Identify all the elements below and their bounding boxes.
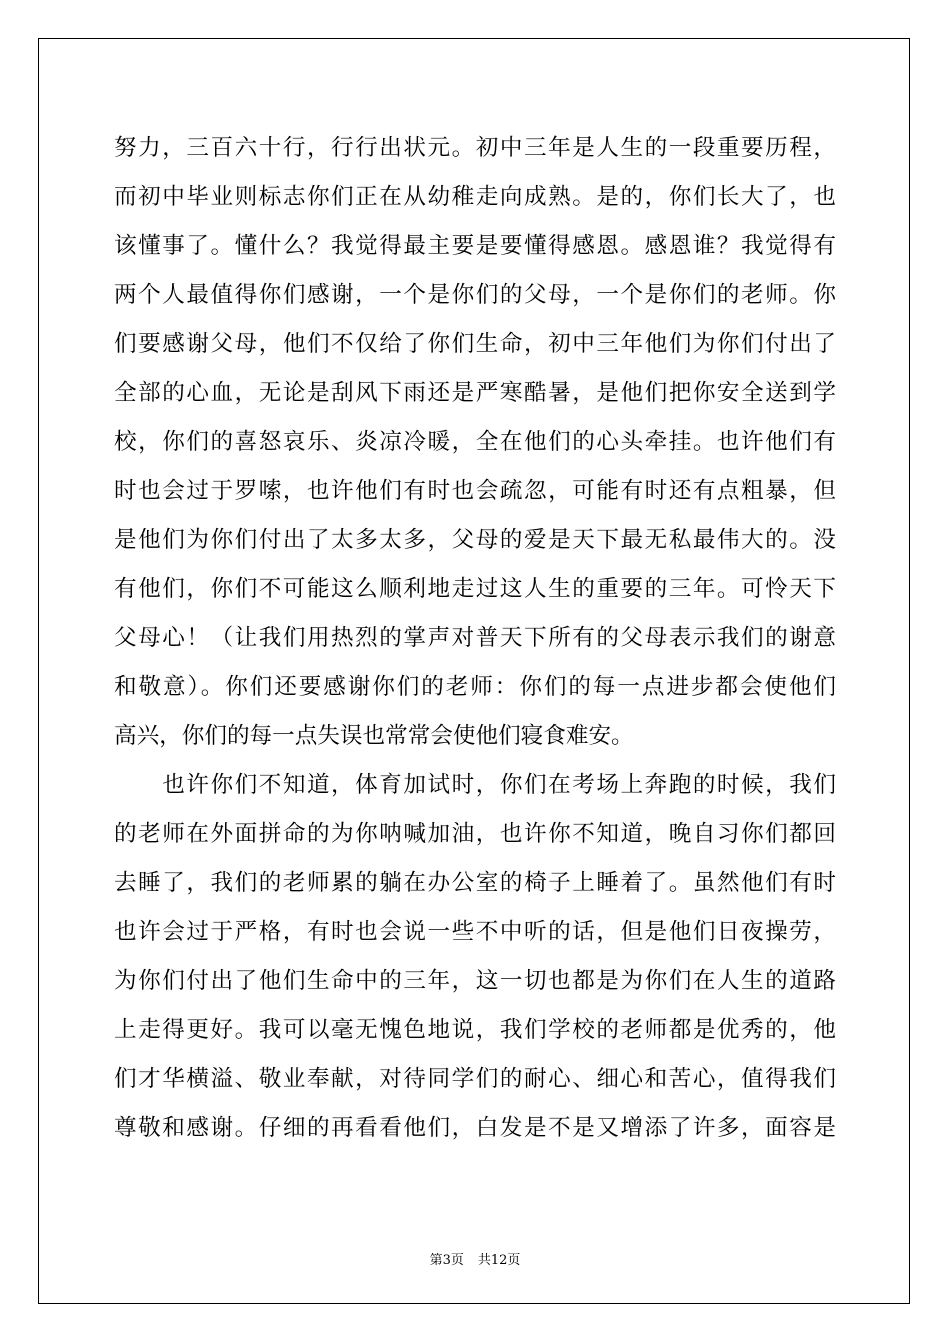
text-line: 高兴，你们的每一点失误也常常会使他们寝食难安。 (114, 723, 634, 749)
text-line: 校，你们的喜怒哀乐、炎凉冷暖，全在他们的心头牵挂。也许他们有 (114, 429, 836, 455)
text-line: 全部的心血，无论是刮风下雨还是严寒酷暑，是他们把你安全送到学 (114, 380, 836, 406)
page-total: 共12页 (477, 1253, 521, 1268)
text-line: 时也会过于罗嗦，也许他们有时也会疏忽，可能有时还有点粗暴，但 (114, 478, 836, 504)
text-line: 们才华横溢、敬业奉献，对待同学们的耐心、细心和苦心，值得我们 (114, 1066, 836, 1092)
text-line: 两个人最值得你们感谢，一个是你们的父母，一个是你们的老师。你 (114, 282, 836, 308)
text-line: 为你们付出了他们生命中的三年，这一切也都是为你们在人生的道路 (114, 968, 836, 994)
text-line: 是他们为你们付出了太多太多，父母的爱是天下最无私最伟大的。没 (114, 527, 836, 553)
text-line: 而初中毕业则标志你们正在从幼稚走向成熟。是的，你们长大了，也 (114, 184, 836, 210)
text-line: 的老师在外面拼命的为你呐喊加油，也许你不知道，晚自习你们都回 (114, 821, 836, 847)
page-footer (0, 1249, 950, 1268)
text-line: 也许你们不知道，体育加试时，你们在考场上奔跑的时候，我们 (114, 772, 836, 798)
text-line: 们要感谢父母，他们不仅给了你们生命，初中三年他们为你们付出了 (114, 331, 836, 357)
text-line: 尊敬和感谢。仔细的再看看他们，白发是不是又增添了许多，面容是 (114, 1115, 836, 1141)
text-line: 上走得更好。我可以毫无愧色地说，我们学校的老师都是优秀的，他 (114, 1017, 836, 1043)
text-line: 父母心！（让我们用热烈的掌声对普天下所有的父母表示我们的谢意 (114, 625, 836, 651)
text-line: 和敬意）。你们还要感谢你们的老师：你们的每一点进步都会使他们 (114, 674, 836, 700)
text-line: 去睡了，我们的老师累的躺在办公室的椅子上睡着了。虽然他们有时 (114, 870, 836, 896)
text-line: 努力，三百六十行，行行出状元。初中三年是人生的一段重要历程， (114, 135, 836, 161)
document-body (114, 124, 836, 1153)
text-line: 有他们，你们不可能这么顺利地走过这人生的重要的三年。可怜天下 (114, 576, 836, 602)
text-line: 该懂事了。懂什么？我觉得最主要是要懂得感恩。感恩谁？我觉得有 (114, 233, 836, 259)
page-number: 第3页 (429, 1253, 464, 1268)
text-line: 也许会过于严格，有时也会说一些不中听的话，但是他们日夜操劳， (114, 919, 836, 945)
